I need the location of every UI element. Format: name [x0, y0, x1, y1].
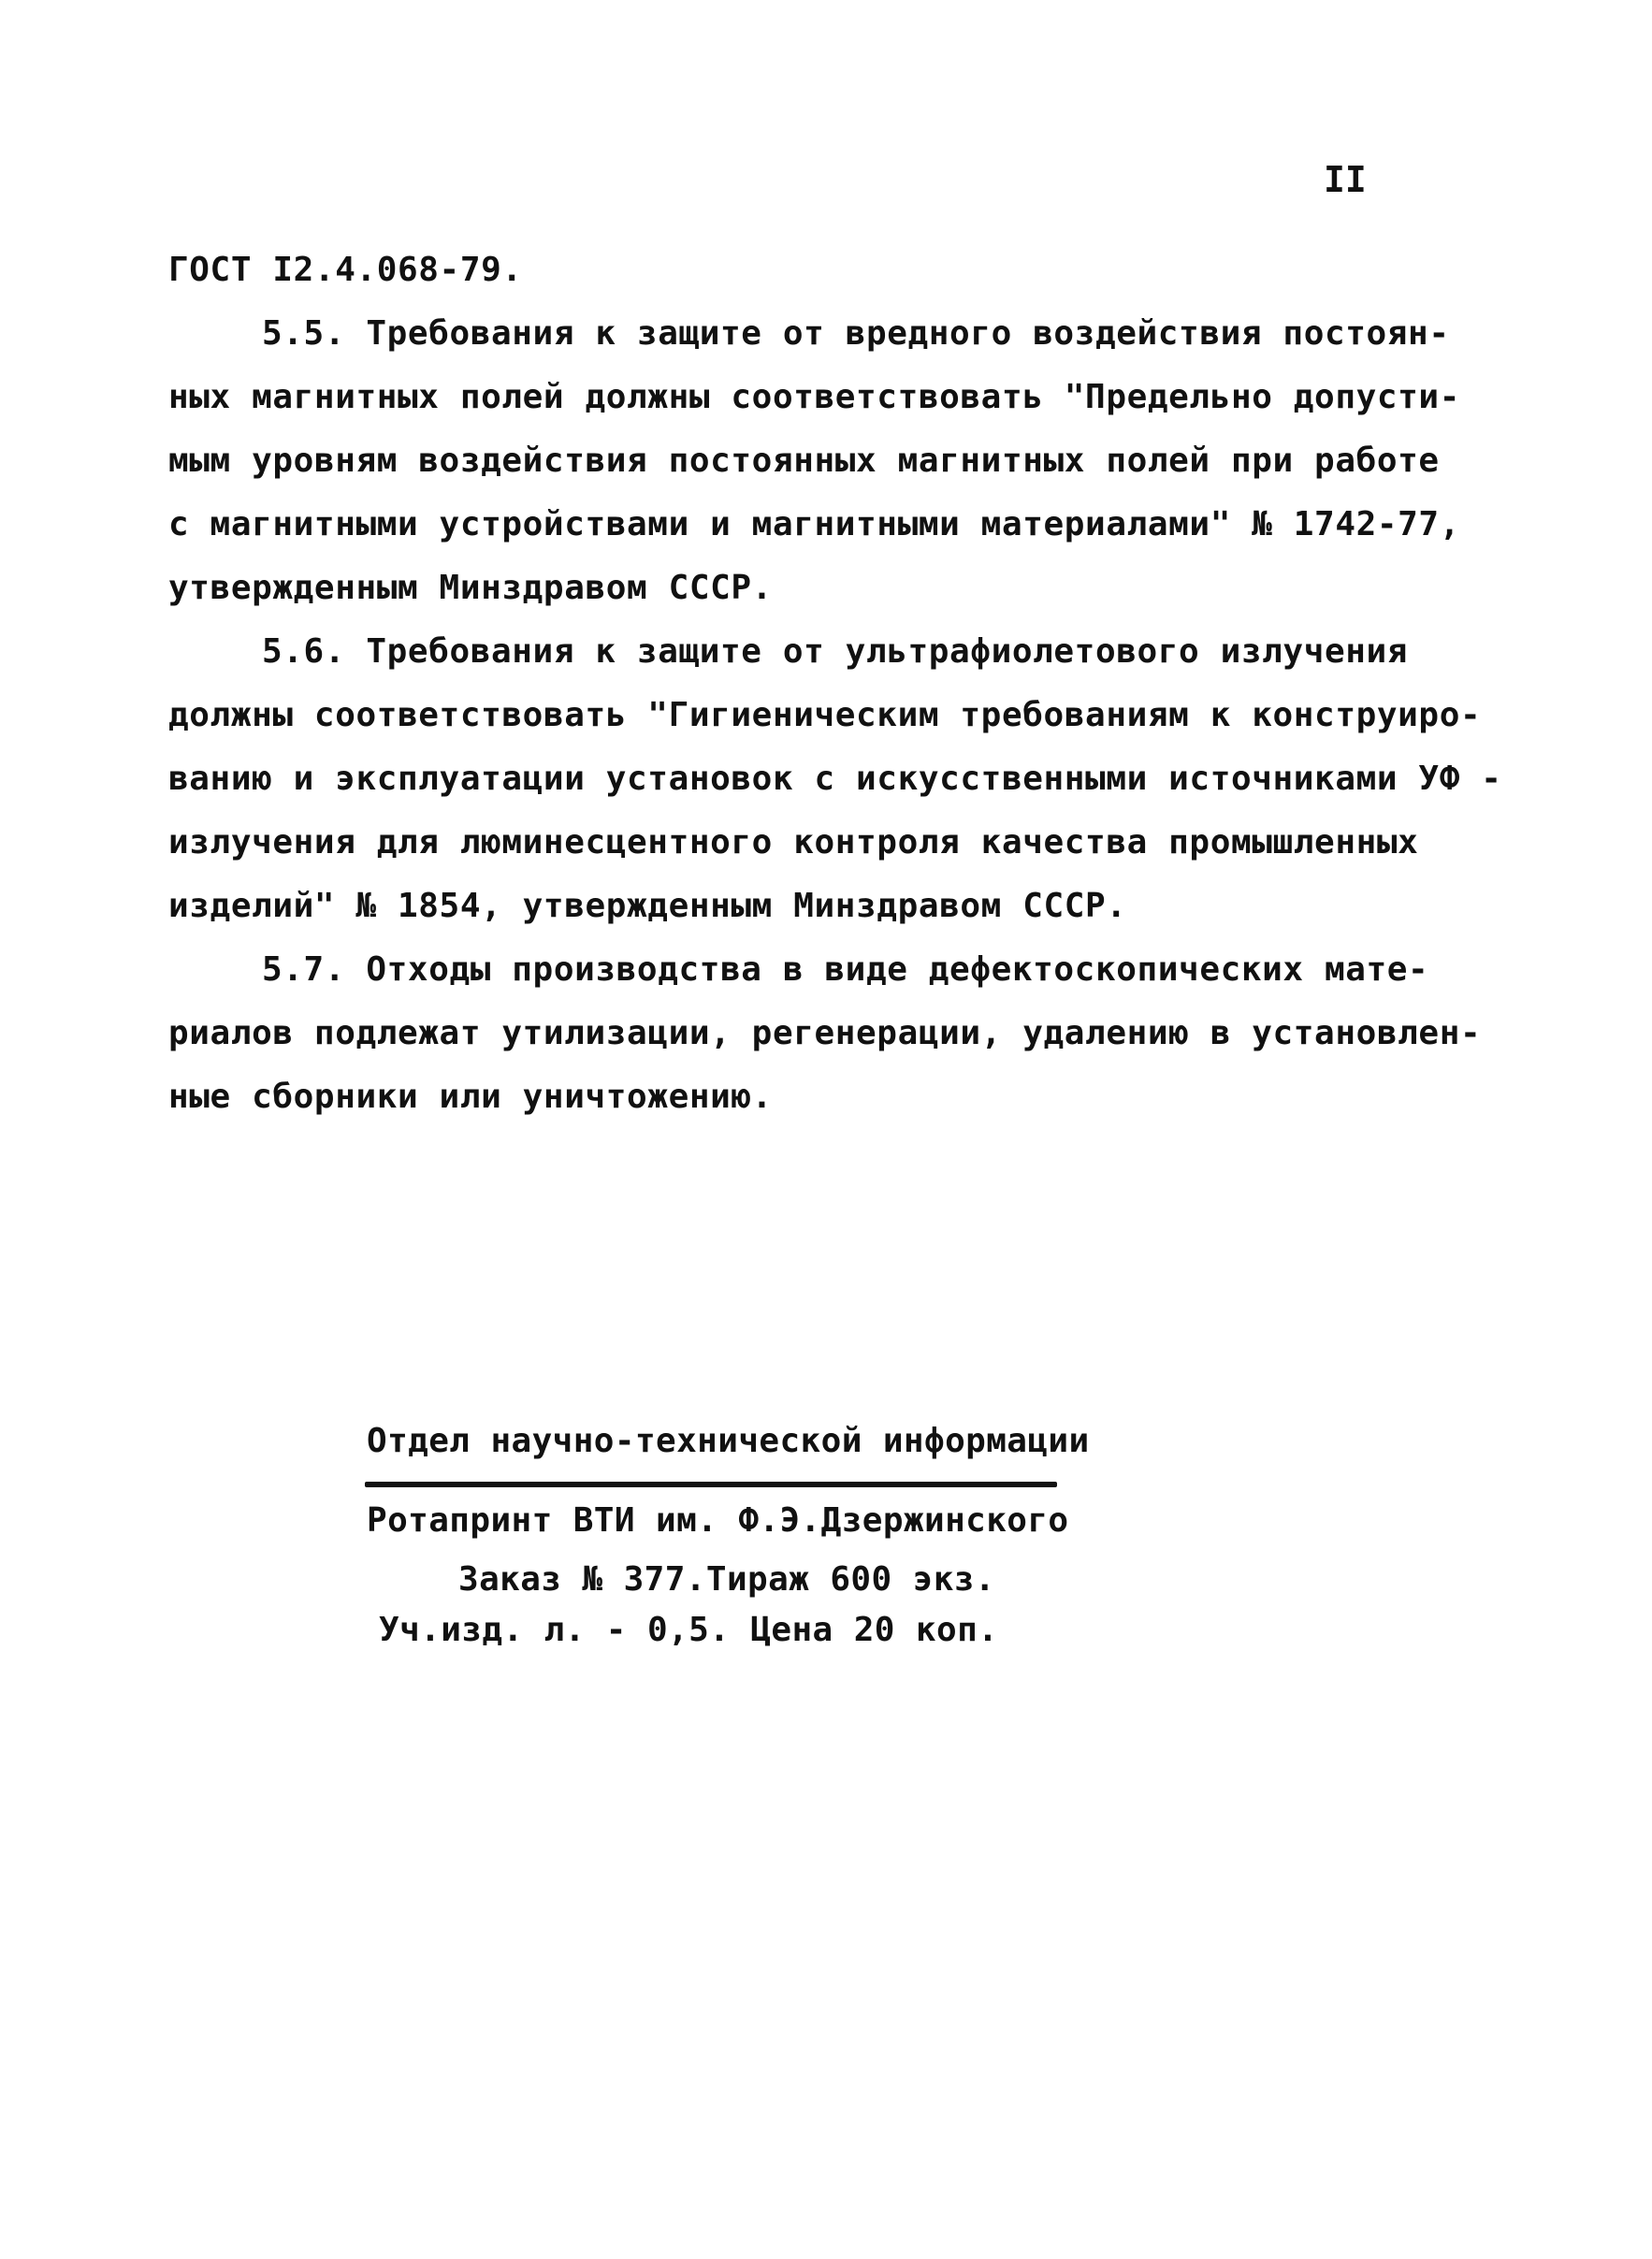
body-line: ванию и эксплуатации установок с искусственными источниками УФ - — [168, 760, 1502, 798]
body-line: ные сборники или уничтожению. — [168, 1078, 773, 1116]
imprint-order: Заказ № 377.Тираж 600 экз. — [458, 1560, 995, 1599]
imprint-printer: Ротапринт ВТИ им. Ф.Э.Дзержинского — [367, 1501, 1069, 1540]
body-line: ГОСТ I2.4.068-79. — [168, 251, 523, 289]
imprint-divider — [365, 1482, 1057, 1487]
body-line: 5.5. Требования к защите от вредного воздействия постоян- — [262, 314, 1450, 353]
imprint-department: Отдел научно-технической информации — [367, 1422, 1090, 1460]
body-line: изделий" № 1854, утвержденным Минздравом СССР. — [168, 887, 1127, 925]
body-line: риалов подлежат утилизации, регенерации, удалению в установлен- — [168, 1014, 1482, 1052]
body-line: ных магнитных полей должны соответствовать "Предельно допусти- — [168, 378, 1460, 416]
imprint-price: Уч.изд. л. - 0,5. Цена 20 коп. — [379, 1611, 999, 1649]
body-line: должны соответствовать "Гигиеническим требованиям к конструиро- — [168, 696, 1482, 734]
page-number: II — [1324, 159, 1367, 200]
body-line: излучения для люминесцентного контроля качества промышленных — [168, 823, 1419, 862]
body-line: мым уровням воздействия постоянных магнитных полей при работе — [168, 442, 1440, 480]
body-line: утвержденным Минздравом СССР. — [168, 569, 773, 607]
body-line: 5.7. Отходы производства в виде дефектоскопических мате- — [262, 950, 1429, 989]
body-line: с магнитными устройствами и магнитными материалами" № 1742-77, — [168, 505, 1460, 543]
body-line: 5.6. Требования к защите от ультрафиолетового излучения — [262, 632, 1409, 671]
